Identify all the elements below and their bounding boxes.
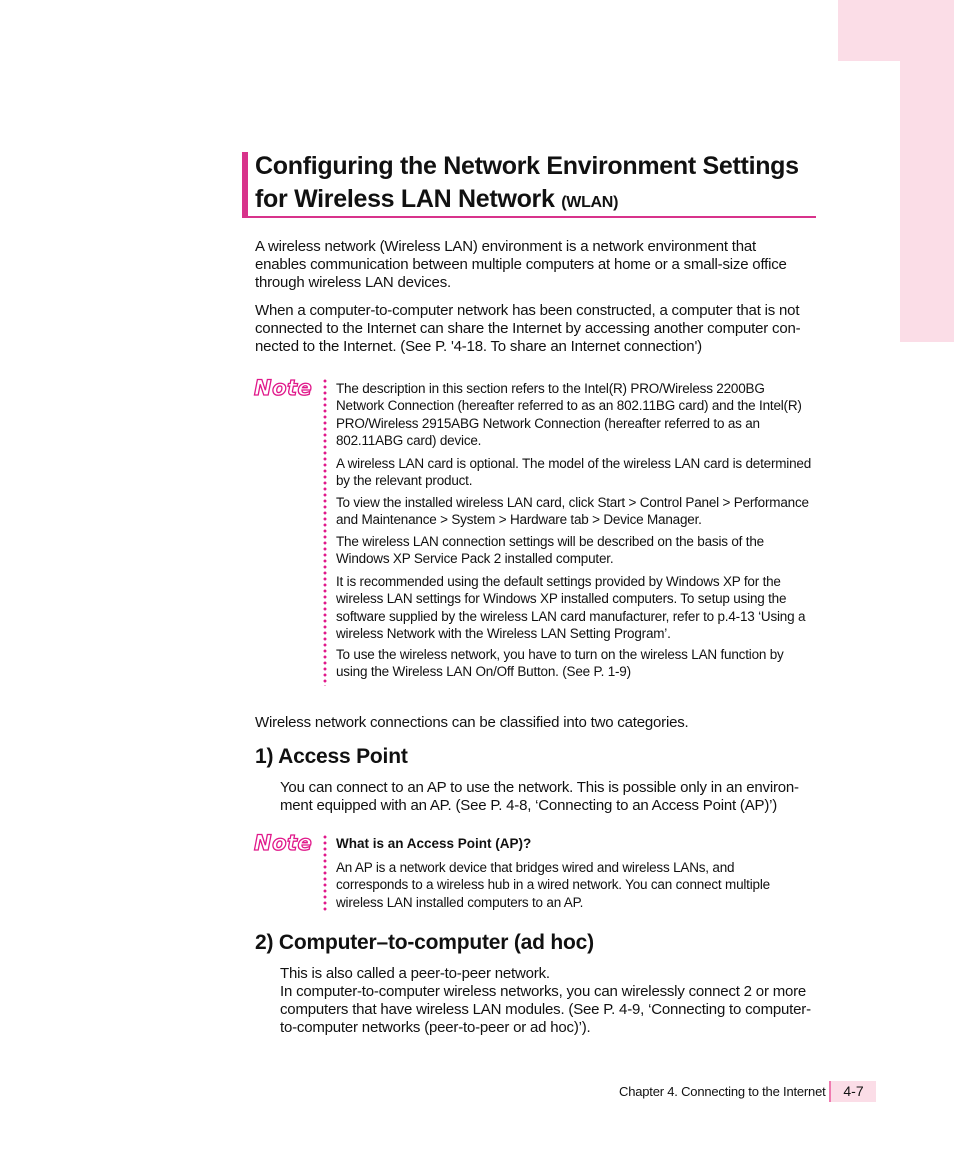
- note-icon-2: Note: [254, 831, 313, 855]
- note-dotted-divider: [323, 378, 327, 686]
- ad-hoc-body: In computer-to-computer wireless networks, you can wirelessly connect 2 or more computers that have wireless LAN modules. (See P. 4-9, ‘Connecting to computer-to-computer networks (peer-to-peer or ad hoc)’).: [280, 983, 811, 1036]
- note-item-3: To view the installed wireless LAN card, click Start > Control Panel > Performance and Maintenance > System > Hardware tab > Device Manager.: [336, 495, 809, 528]
- access-point-heading: 1) Access Point: [255, 745, 408, 768]
- ad-hoc-heading: 2) Computer–to-computer (ad hoc): [255, 931, 594, 954]
- ad-hoc-line-1: This is also called a peer-to-peer network.: [280, 965, 550, 982]
- intro-paragraph-2: When a computer-to-computer network has been constructed, a computer that is not connected to the Internet can share the Internet by accessing another computer con-nected to the Internet. (See P. '4-18. To share an Internet connection'): [255, 302, 801, 355]
- footer-chapter: Chapter 4. Connecting to the Internet: [619, 1084, 826, 1099]
- heading-accent-bar: [242, 152, 248, 216]
- note-item-4: The wireless LAN connection settings will be described on the basis of the Windows XP Service Pack 2 installed computer.: [336, 534, 764, 567]
- note-item-5: It is recommended using the default settings provided by Windows XP for the wireless LAN settings for Windows XP installed computers. To setup using the software supplied by the wireless LAN card manufacturer, refer to p.4-13 ‘Using a wireless Network with the Wireless LAN Setting Program’.: [336, 574, 806, 641]
- note2-body: An AP is a network device that bridges wired and wireless LANs, and corresponds to a wireless hub in a wired network. You can connect multiple wireless LAN installed computers to an AP.: [336, 860, 770, 910]
- chapter-tab: [900, 61, 954, 342]
- section-heading: [242, 150, 816, 218]
- page-title: [255, 150, 825, 219]
- intro-paragraph-1: A wireless network (Wireless LAN) environment is a network environment that enables communication between multiple computers at home or a small-size office through wireless LAN devices.: [255, 238, 787, 291]
- note2-heading: What is an Access Point (AP)?: [336, 836, 532, 851]
- note-item-6: To use the wireless network, you have to turn on the wireless LAN function by using the Wireless LAN On/Off Button. (See P. 1-9): [336, 647, 784, 680]
- note-icon: Note: [254, 376, 313, 400]
- page-number: 4-7: [831, 1081, 876, 1102]
- chapter-tab-top: [838, 0, 954, 61]
- categories-text: Wireless network connections can be classified into two categories.: [255, 714, 689, 731]
- page-title-suffix: (WLAN): [561, 194, 619, 211]
- note-dotted-divider-2: [323, 834, 327, 912]
- note-item-1: The description in this section refers to the Intel(R) PRO/Wireless 2200BG Network Connection (hereafter referred to as an 802.11BG card) and the Intel(R) PRO/Wireless 2915ABG Network Connection (hereafter referred to as an 802.11ABG card) device.: [336, 381, 802, 448]
- page-title-text: Configuring the Network Environment Settings for Wireless LAN Network: [255, 152, 799, 213]
- note-item-2: A wireless LAN card is optional. The model of the wireless LAN card is determined by the relevant product.: [336, 456, 812, 489]
- access-point-body: You can connect to an AP to use the network. This is possible only in an environ-ment equipped with an AP. (See P. 4-8, ‘Connecting to an Access Point (AP)’): [280, 779, 799, 814]
